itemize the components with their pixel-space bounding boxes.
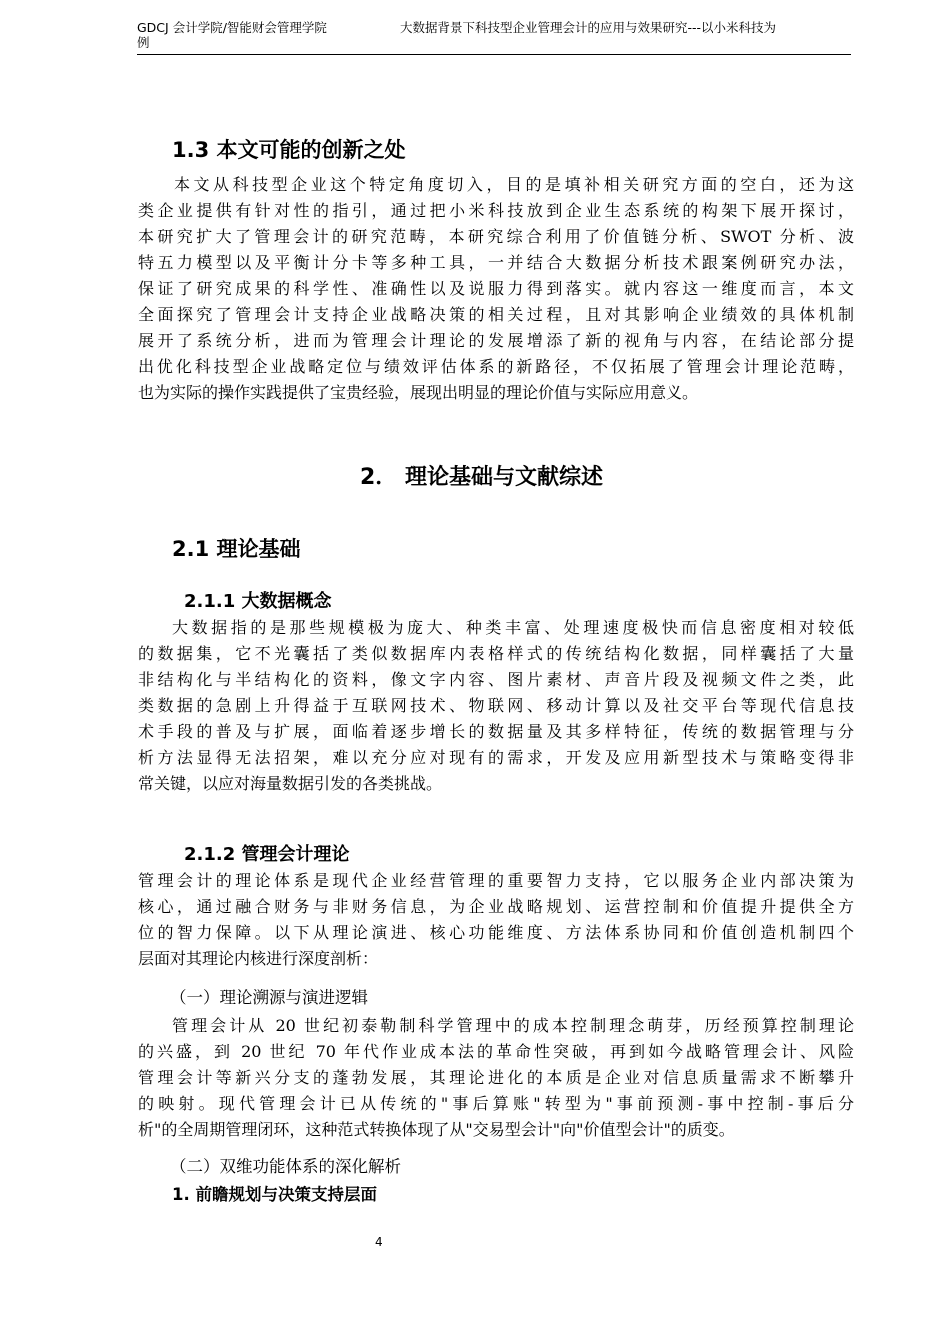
paragraph-line: 管理会计从 20 世纪初泰勒制科学管理中的成本控制理念萌芽，历经预算控制理论 xyxy=(172,1016,854,1035)
paragraph-line: 析方法显得无法招架，难以充分应对现有的需求，开发及应用新型技术与策略变得非 xyxy=(138,748,854,767)
header-thesis-title-wrap: 例 xyxy=(137,35,150,50)
paragraph-line: 常关键，以应对海量数据引发的各类挑战。 xyxy=(138,774,443,793)
paragraph-line: 全面探究了管理会计支持企业战略决策的相关过程，且对其影响企业绩效的具体机制 xyxy=(138,305,854,324)
paragraph-line: 的映射。现代管理会计已从传统的"事后算账"转型为"事前预测-事中控制-事后分 xyxy=(138,1094,854,1113)
list-item-heading: 1. 前瞻规划与决策支持层面 xyxy=(172,1185,377,1204)
paragraph-line: 核心，通过融合财务与非财务信息，为企业战略规划、运营控制和价值提升提供全方 xyxy=(138,897,854,916)
paragraph-line: 本文从科技型企业这个特定角度切入，目的是填补相关研究方面的空白，还为这 xyxy=(174,175,854,194)
paragraph-line: 类企业提供有针对性的指引，通过把小米科技放到企业生态系统的构架下展开探讨， xyxy=(138,201,854,220)
paragraph-line: 位的智力保障。以下从理论演进、核心功能维度、方法体系协同和价值创造机制四个 xyxy=(138,923,854,942)
paragraph-line: 本研究扩大了管理会计的研究范畴，本研究综合利用了价值链分析、SWOT 分析、波 xyxy=(138,227,854,246)
chapter-2-heading: 2． 理论基础与文献综述 xyxy=(360,465,603,490)
subsection-heading-2: （二）双维功能体系的深化解析 xyxy=(170,1157,401,1176)
header-institution: GDCJ 会计学院/智能财会管理学院 xyxy=(137,20,327,35)
page-number: 4 xyxy=(375,1235,383,1249)
paragraph-line: 展开了系统分析，进而为管理会计理论的发展增添了新的视角与内容，在结论部分提 xyxy=(138,331,854,350)
paragraph-line: 的数据集，它不光囊括了类似数据库内表格样式的传统结构化数据，同样囊括了大量 xyxy=(138,644,854,663)
paragraph-line: 出优化科技型企业战略定位与绩效评估体系的新路径，不仅拓展了管理会计理论范畴， xyxy=(138,357,854,376)
paragraph-line: 术手段的普及与扩展，面临着逐步增长的数据量及其多样特征，传统的数据管理与分 xyxy=(138,722,854,741)
paragraph-line: 析"的全周期管理闭环，这种范式转换体现了从"交易型会计"向"价值型会计"的质变。 xyxy=(138,1120,735,1139)
section-2-1-2-heading: 2.1.2 管理会计理论 xyxy=(184,844,350,865)
paragraph-line: 管理会计等新兴分支的蓬勃发展，其理论进化的本质是企业对信息质量需求不断攀升 xyxy=(138,1068,854,1087)
paragraph-line: 层面对其理论内核进行深度剖析： xyxy=(138,949,379,968)
paragraph-line: 特五力模型以及平衡计分卡等多种工具，一并结合大数据分析技术跟案例研究办法， xyxy=(138,253,854,272)
paragraph-line: 管理会计的理论体系是现代企业经营管理的重要智力支持，它以服务企业内部决策为 xyxy=(138,871,854,890)
paragraph-line: 大数据指的是那些规模极为庞大、种类丰富、处理速度极快而信息密度相对较低 xyxy=(172,618,854,637)
paragraph-line: 也为实际的操作实践提供了宝贵经验，展现出明显的理论价值与实际应用意义。 xyxy=(138,383,699,402)
section-2-1-1-heading: 2.1.1 大数据概念 xyxy=(184,591,332,612)
paragraph-line: 类数据的急剧上升得益于互联网技术、物联网、移动计算以及社交平台等现代信息技 xyxy=(138,696,854,715)
paragraph-line: 的兴盛，到 20 世纪 70 年代作业成本法的革命性突破，再到如今战略管理会计、风险 xyxy=(138,1042,854,1061)
header-thesis-title: 大数据背景下科技型企业管理会计的应用与效果研究---以小米科技为 xyxy=(400,20,777,35)
section-1-3-heading: 1.3 本文可能的创新之处 xyxy=(172,138,406,162)
section-2-1-heading: 2.1 理论基础 xyxy=(172,537,301,561)
paragraph-line: 非结构化与半结构化的资料，像文字内容、图片素材、声音片段及视频文件之类，此 xyxy=(138,670,854,689)
page-header xyxy=(137,20,851,55)
subsection-heading-1: （一）理论溯源与演进逻辑 xyxy=(170,988,368,1007)
paragraph-line: 保证了研究成果的科学性、准确性以及说服力得到落实。就内容这一维度而言，本文 xyxy=(138,279,854,298)
